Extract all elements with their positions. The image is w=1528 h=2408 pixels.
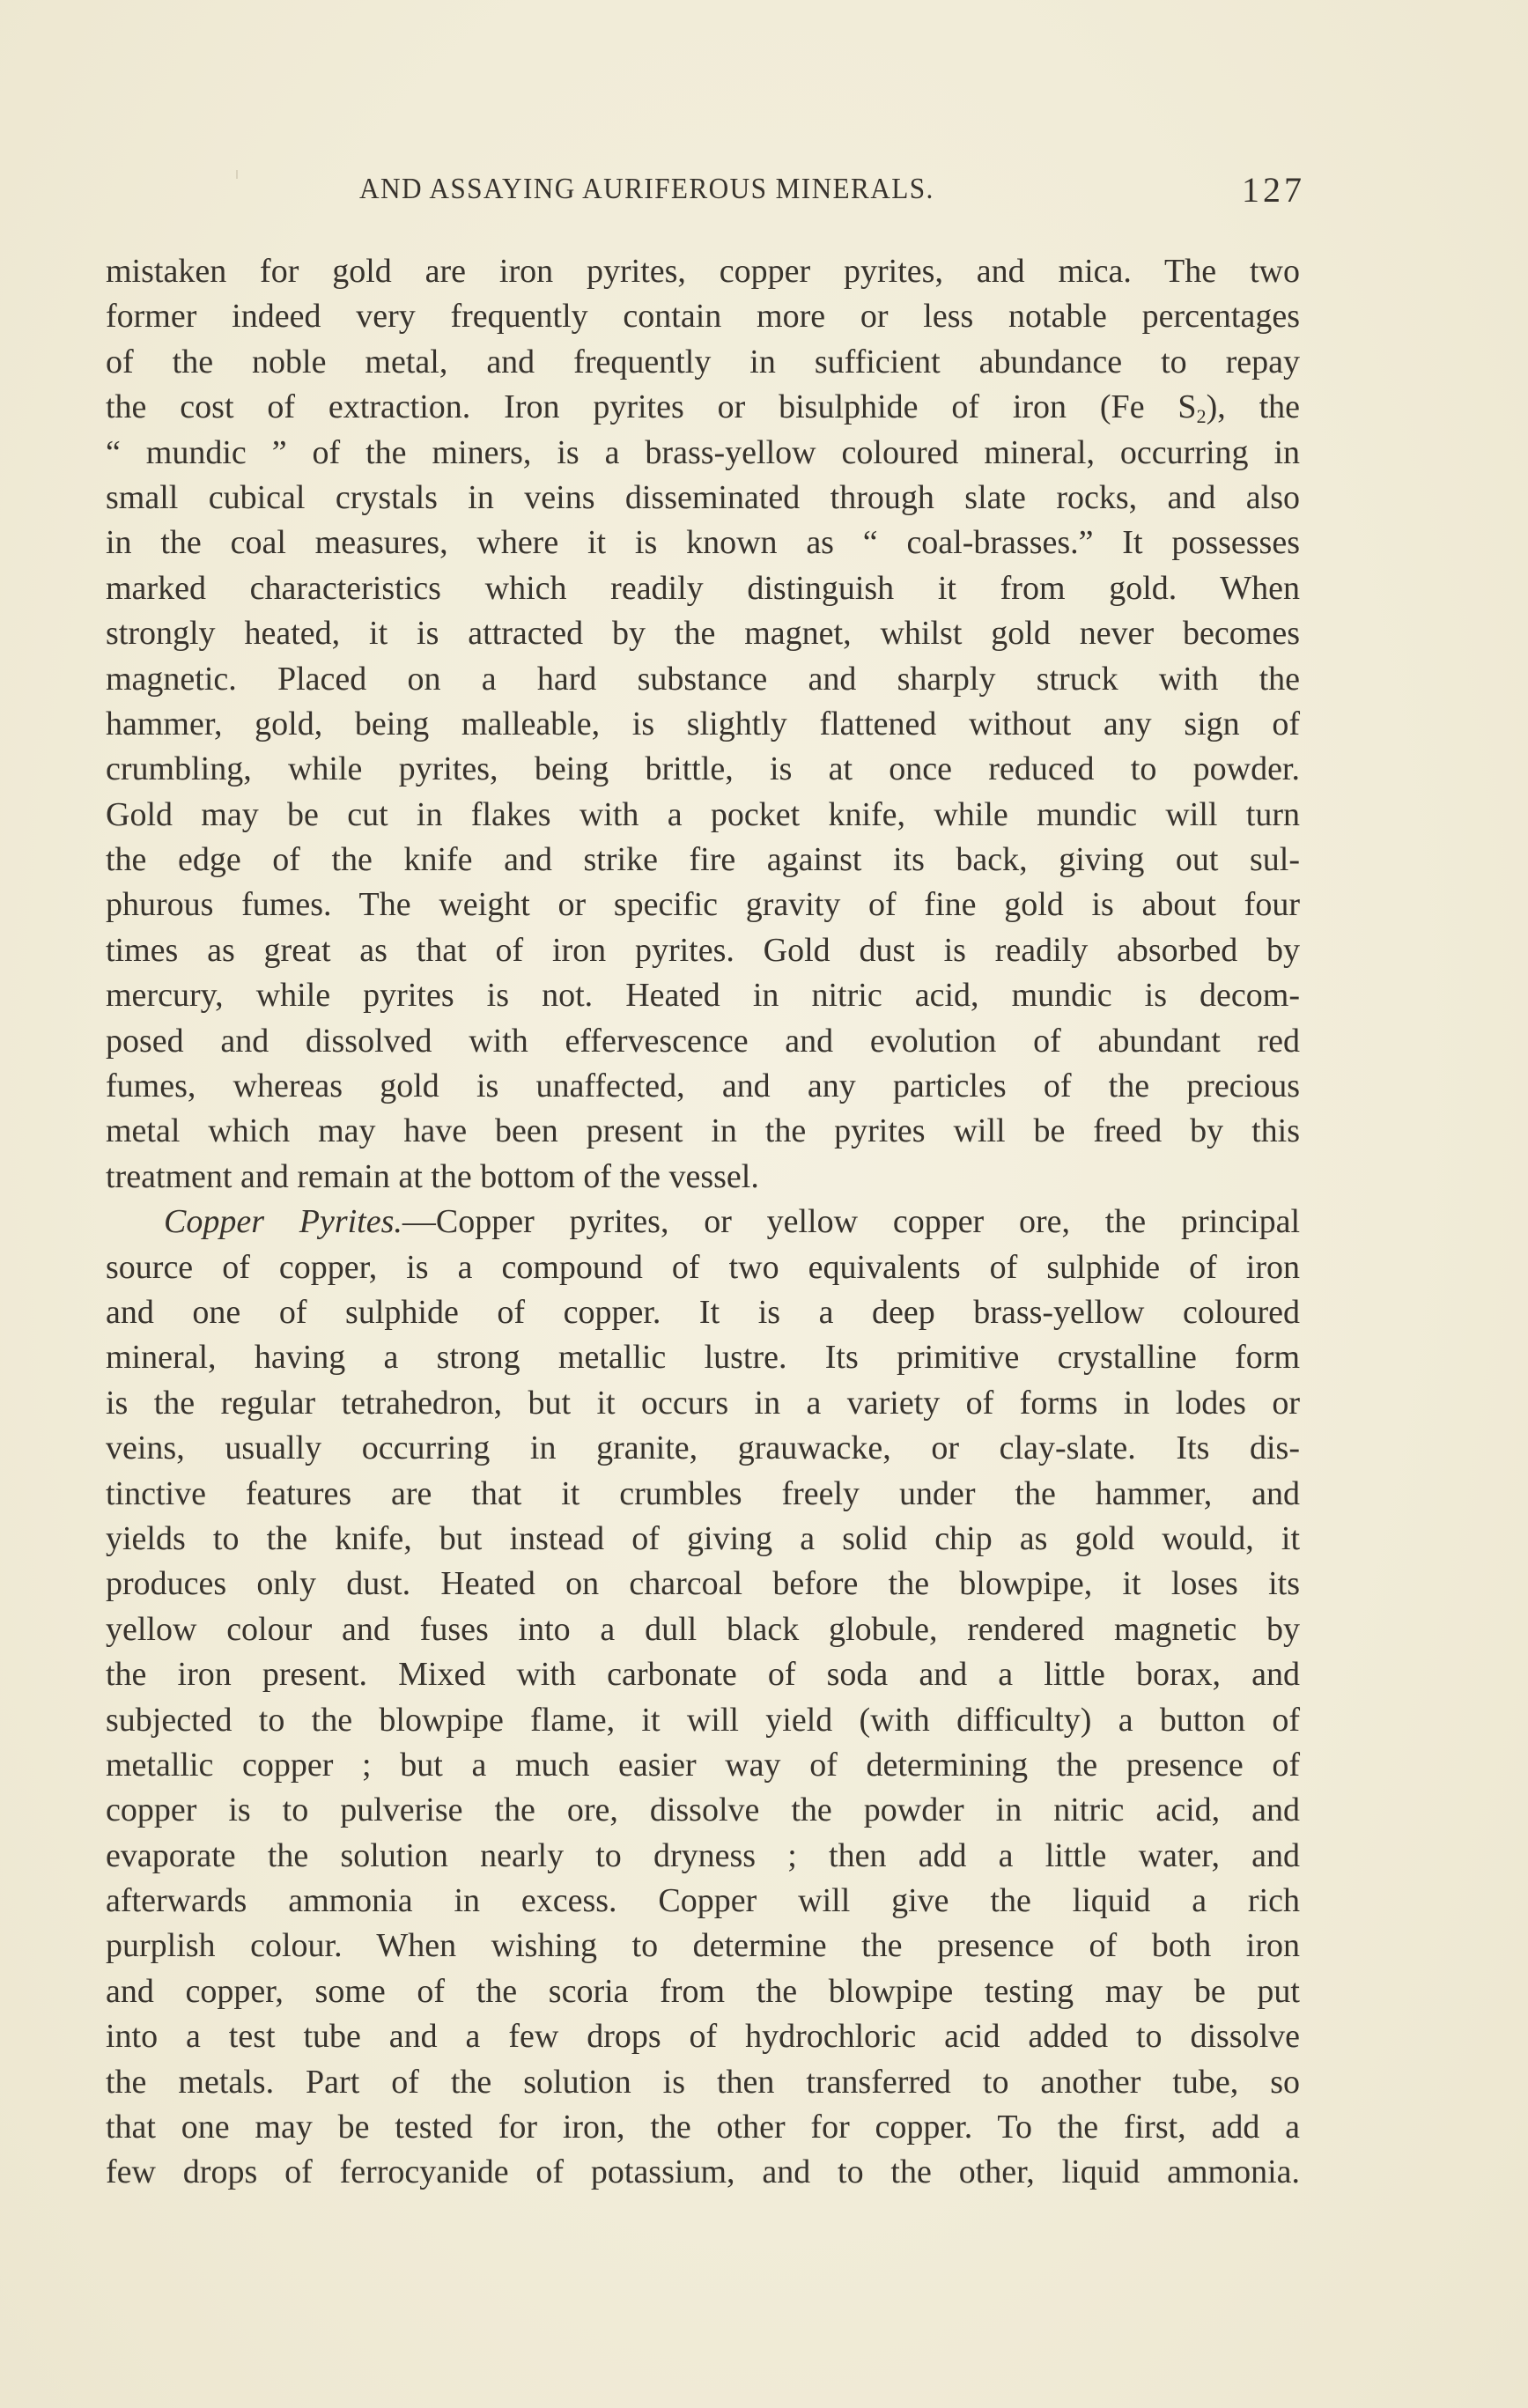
text-line: times as great as that of iron pyrites. Gold dust is readily absorbed by: [106, 931, 1300, 969]
text-line: small cubical crystals in veins disseminated through slate rocks, and also: [106, 478, 1300, 516]
section-heading: Copper Pyrites.: [164, 1203, 402, 1241]
text-line: that one may be tested for iron, the other for copper. To the first, add a: [106, 2109, 1300, 2146]
text-line: mineral, having a strong metallic lustre. Its primitive crystalline form: [106, 1339, 1300, 1377]
text-line: phurous fumes. The weight or specific gravity of fine gold is about four: [106, 886, 1300, 924]
text-line: of the noble metal, and frequently in sufficient abundance to repay: [106, 343, 1300, 380]
text-line: in the coal measures, where it is known as “ coal-brasses.” It possesses: [106, 524, 1300, 562]
text-line: and one of sulphide of copper. It is a deep brass-yellow coloured: [106, 1293, 1300, 1331]
page-number: 127: [1242, 170, 1305, 210]
text-line: marked characteristics which readily distinguish it from gold. When: [106, 569, 1300, 607]
text-segment: —Copper pyrites, or yellow copper ore, the principal: [402, 1203, 1300, 1241]
text-line: fumes, whereas gold is unaffected, and any particles of the precious: [106, 1067, 1300, 1105]
text-line: afterwards ammonia in excess. Copper will give the liquid a rich: [106, 1882, 1300, 1920]
text-line-heading: [106, 1200, 1300, 1245]
text-line: treatment and remain at the bottom of the vessel.: [106, 1157, 759, 1195]
text-line: crumbling, while pyrites, being brittle, is at once reduced to powder.: [106, 750, 1300, 788]
text-line: former indeed very frequently contain more or less notable percentages: [106, 298, 1300, 336]
text-segment: the cost of extraction. Iron pyrites or bisulphide of iron (Fe S: [106, 388, 1197, 426]
text-line: into a test tube and a few drops of hydrochloric acid added to dissolve: [106, 2018, 1300, 2056]
text-line: the metals. Part of the solution is then transferred to another tube, so: [106, 2063, 1300, 2101]
text-line: the iron present. Mixed with carbonate of soda and a little borax, and: [106, 1656, 1300, 1694]
text-line: the edge of the knife and strike fire against its back, giving out sul-: [106, 841, 1300, 879]
text-line: yellow colour and fuses into a dull black globule, rendered magnetic by: [106, 1610, 1300, 1648]
text-line: metallic copper ; but a much easier way of determining the presence of: [106, 1746, 1300, 1784]
text-line: tinctive features are that it crumbles freely under the hammer, and: [106, 1474, 1300, 1512]
text-line: subjected to the blowpipe flame, it will yield (with difficulty) a button of: [106, 1701, 1300, 1739]
text-line: “ mundic ” of the miners, is a brass-yellow coloured mineral, occurring in: [106, 433, 1300, 471]
text-line: is the regular tetrahedron, but it occurs in a variety of forms in lodes or: [106, 1384, 1300, 1422]
text-line: hammer, gold, being malleable, is slightly flattened without any sign of: [106, 705, 1300, 742]
text-line: yields to the knife, but instead of giving a solid chip as gold would, it: [106, 1519, 1300, 1557]
text-line: evaporate the solution nearly to dryness ; then add a little water, and: [106, 1836, 1300, 1874]
paragraph-copper-pyrites: [106, 1200, 1300, 2196]
text-line: metal which may have been present in the pyrites will be freed by this: [106, 1112, 1300, 1150]
text-line: posed and dissolved with effervescence and evolution of abundant red: [106, 1022, 1300, 1060]
text-line: veins, usually occurring in granite, grauwacke, or clay-slate. Its dis-: [106, 1429, 1300, 1467]
text-line: few drops of ferrocyanide of potassium, and to the other, liquid ammonia.: [106, 2153, 1300, 2191]
text-line: purplish colour. When wishing to determine the presence of both iron: [106, 1927, 1300, 1965]
body-text: [106, 249, 1300, 2196]
running-head: AND ASSAYING AURIFEROUS MINERALS.: [359, 173, 934, 205]
text-line: produces only dust. Heated on charcoal before the blowpipe, it loses its: [106, 1565, 1300, 1603]
text-line: source of copper, is a compound of two equivalents of sulphide of iron: [106, 1248, 1300, 1286]
text-line: mistaken for gold are iron pyrites, copper pyrites, and mica. The two: [106, 253, 1300, 290]
paper-speck: [236, 170, 238, 179]
text-segment: ), the: [1206, 388, 1301, 426]
formula-subscript: 2: [1196, 405, 1207, 428]
text-line: copper is to pulverise the ore, dissolve the powder in nitric acid, and: [106, 1791, 1300, 1829]
text-line-formula: [106, 385, 1300, 430]
text-line: Gold may be cut in flakes with a pocket knife, while mundic will turn: [106, 795, 1300, 833]
text-line: magnetic. Placed on a hard substance and sharply struck with the: [106, 660, 1300, 698]
paragraph-iron-pyrites: [106, 249, 1300, 1200]
text-line: strongly heated, it is attracted by the magnet, whilst gold never becomes: [106, 615, 1300, 653]
text-line: and copper, some of the scoria from the blowpipe testing may be put: [106, 1972, 1300, 2010]
text-line: mercury, while pyrites is not. Heated in nitric acid, mundic is decom-: [106, 977, 1300, 1015]
